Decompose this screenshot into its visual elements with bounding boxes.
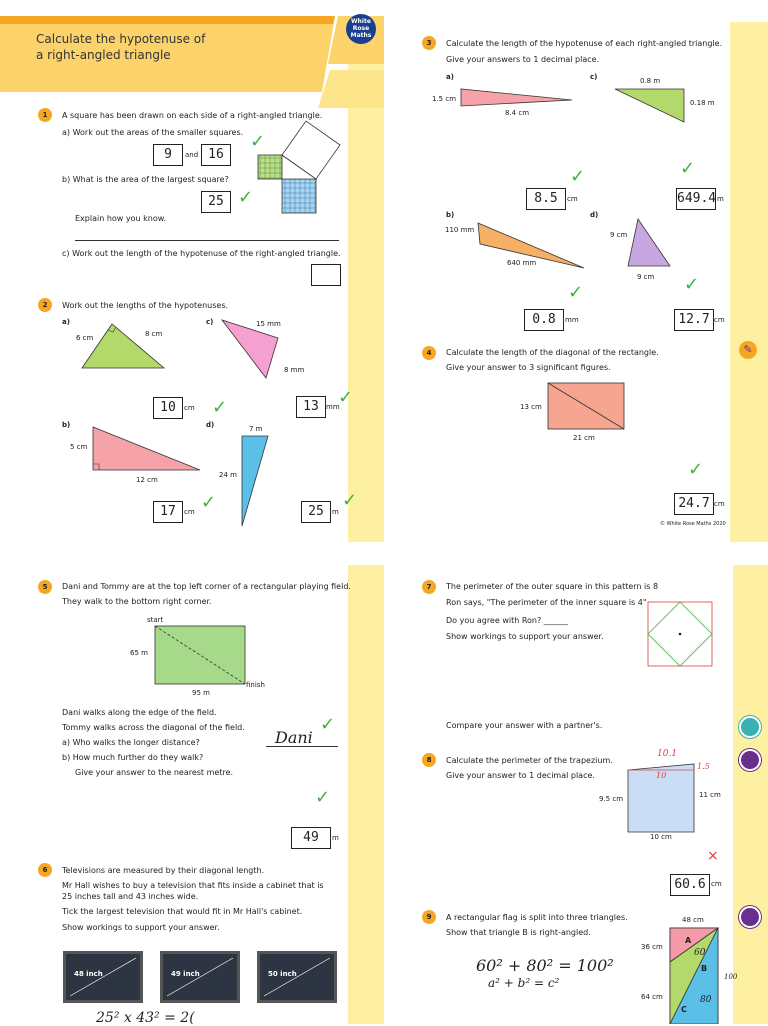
page-title — [36, 31, 205, 63]
q1a-answer-box-2[interactable]: 16 — [201, 144, 231, 166]
q2d-side2: 24 m — [219, 471, 237, 479]
q2b-label: b) — [62, 421, 71, 429]
q3c-answer-box[interactable]: 649.4 — [676, 188, 716, 210]
q9-flag — [668, 926, 720, 1024]
q8-text2: Give your answer to 1 decimal place. — [446, 771, 595, 780]
q3a-label: a) — [446, 73, 454, 81]
q2b-side1: 5 cm — [70, 443, 88, 451]
yellow-band-top-right — [730, 22, 768, 542]
q4-side2: 21 cm — [573, 434, 595, 442]
q7-text5: Compare your answer with a partner's. — [446, 721, 603, 730]
page-title-line1: Calculate the hypotenuse of — [36, 32, 206, 46]
question-number-4: 4 — [422, 346, 436, 360]
copyright: © White Rose Maths 2020 — [660, 521, 726, 527]
q8-answer-box[interactable]: 60.6 — [670, 874, 710, 896]
q3d-side1: 9 cm — [610, 231, 628, 239]
q3c-triangle — [612, 86, 690, 126]
q3a-side1: 1.5 cm — [432, 95, 457, 103]
tick-q3c: ✓ — [680, 158, 696, 179]
q6-text1: Televisions are measured by their diagonal length. — [62, 866, 265, 875]
q3c-side1: 0.8 m — [640, 77, 661, 85]
q3b-side2: 640 mm — [507, 259, 537, 267]
q4-text1: Calculate the length of the diagonal of the rectangle. — [446, 348, 659, 357]
q9-annotation-100: 100 — [724, 973, 738, 981]
question-number-1: 1 — [38, 108, 52, 122]
q5b-text2: Give your answer to the nearest metre. — [75, 768, 234, 777]
q6-text5: Show workings to support your answer. — [62, 923, 220, 932]
header-banner — [0, 14, 384, 114]
question-number-9: 9 — [422, 910, 436, 924]
q9-text2: Show that triangle B is right-angled. — [446, 928, 591, 937]
tick-q2b: ✓ — [201, 492, 217, 513]
q2c-answer-box[interactable]: 13 — [296, 396, 326, 418]
q3-text1: Calculate the length of the hypotenuse of each right-angled triangle. — [446, 39, 723, 48]
q5b-text: b) How much further do they walk? — [62, 753, 204, 762]
tv-49-inch[interactable] — [160, 951, 240, 1003]
question-number-5: 5 — [38, 580, 52, 594]
question-number-3: 3 — [422, 36, 436, 50]
q7-text3: Do you agree with Ron? ______ — [446, 616, 568, 625]
q3a-triangle — [458, 86, 576, 110]
q3b-unit: mm — [565, 316, 579, 324]
q8-annotation-1-5: 1.5 — [697, 762, 710, 771]
q6-text3: 25 inches tall and 43 inches wide. — [62, 892, 199, 901]
tv-50-inch[interactable] — [257, 951, 337, 1003]
q8-side-right: 11 cm — [699, 791, 721, 799]
q1c-text: c) Work out the length of the hypotenuse of the right-angled triangle. — [62, 249, 341, 258]
q1-text: A square has been drawn on each side of a right-angled triangle. — [62, 111, 323, 120]
q2a-answer-box[interactable]: 10 — [153, 397, 183, 419]
q7-text1: The perimeter of the outer square in this pattern is 8 — [446, 582, 659, 591]
q4-answer-box[interactable]: 24.7 — [674, 493, 714, 515]
tick-q3b: ✓ — [568, 282, 584, 303]
logo-line3: Maths — [350, 32, 372, 39]
logo-line2: Rose — [352, 25, 370, 32]
q3b-label: b) — [446, 211, 455, 219]
q2c-side1: 15 mm — [256, 320, 281, 328]
tick-q1a: ✓ — [250, 131, 266, 152]
q7-text2: Ron says, "The perimeter of the inner square is 4" — [446, 598, 647, 607]
q2d-unit: m — [332, 508, 339, 516]
q6-text4: Tick the largest television that would fit in Mr Hall's cabinet. — [62, 907, 303, 916]
tv-50-diagonal — [260, 954, 334, 1000]
q3a-answer-box[interactable]: 8.5 — [526, 188, 566, 210]
q7-text4: Show workings to support your answer. — [446, 632, 604, 641]
q9-working-line1: 60² + 80² = 100² — [476, 956, 614, 975]
q2b-side2: 12 cm — [136, 476, 158, 484]
page-title-line2: a right-angled triangle — [36, 48, 171, 62]
q2b-answer-box[interactable]: 17 — [153, 501, 183, 523]
q2a-side2: 8 cm — [145, 330, 163, 338]
q3c-label: c) — [590, 73, 598, 81]
question-number-8: 8 — [422, 753, 436, 767]
q2c-label: c) — [206, 318, 214, 326]
q9-label-A: A — [685, 936, 692, 945]
q8-side-left: 9.5 cm — [599, 795, 624, 803]
q3c-side2: 0.18 m — [690, 99, 715, 107]
q9-side-top: 48 cm — [682, 916, 704, 924]
thought-bubble-purple-icon-2 — [739, 906, 761, 928]
q3b-side1: 110 mm — [445, 226, 475, 234]
logo-line1: White — [351, 18, 371, 25]
yellow-band-bottom-left — [348, 565, 384, 1024]
q5-line1: Dani walks along the edge of the field. — [62, 708, 217, 717]
q9-working-line2: a² + b² = c² — [488, 976, 560, 990]
q2b-unit: cm — [184, 508, 195, 516]
q5-line2: Tommy walks across the diagonal of the field. — [62, 723, 245, 732]
tick-q1b: ✓ — [238, 187, 254, 208]
q8-unit: cm — [711, 880, 722, 888]
q1b-answer-box[interactable]: 25 — [201, 191, 231, 213]
tick-q4: ✓ — [688, 459, 704, 480]
q2d-triangle — [238, 432, 272, 530]
tv-48-diagonal — [66, 954, 140, 1000]
q9-label-C: C — [681, 1005, 687, 1014]
q3-text2: Give your answers to 1 decimal place. — [446, 55, 600, 64]
q4-unit: cm — [714, 500, 725, 508]
q8-red-cross: × — [707, 848, 719, 864]
q9-annotation-60: 60 — [694, 948, 706, 958]
q2d-side1: 7 m — [249, 425, 263, 433]
question-number-2: 2 — [38, 298, 52, 312]
q2a-label: a) — [62, 318, 70, 326]
q5-text1: Dani and Tommy are at the top left corner of a rectangular playing field. — [62, 582, 351, 591]
q1-explain-text: Explain how you know. — [75, 214, 167, 223]
q2-text: Work out the lengths of the hypotenuses. — [62, 301, 229, 310]
q5b-unit: m — [332, 834, 339, 842]
q7-square-pattern — [645, 599, 715, 669]
q1c-answer-box[interactable] — [311, 264, 341, 286]
q2b-triangle — [90, 424, 204, 476]
q2a-triangle — [78, 320, 174, 374]
speech-bubble-teal-icon — [739, 716, 761, 738]
q9-label-B: B — [701, 964, 708, 973]
q5-text2: They walk to the bottom right corner. — [62, 597, 212, 606]
tick-q2a: ✓ — [212, 397, 228, 418]
q9-text1: A rectangular flag is split into three triangles. — [446, 913, 628, 922]
q1-explain-line — [75, 240, 339, 241]
q2c-unit: mm — [326, 403, 340, 411]
q5-field-rectangle — [153, 624, 247, 686]
q3d-answer-box[interactable]: 12.7 — [674, 309, 714, 331]
q3b-answer-box[interactable]: 0.8 — [524, 309, 564, 331]
tick-q2d: ✓ — [342, 490, 358, 511]
question-number-7: 7 — [422, 580, 436, 594]
q3d-side2: 9 cm — [637, 273, 655, 281]
q3d-label: d) — [590, 211, 599, 219]
q5-finish-label: finish — [246, 681, 265, 689]
q2c-side2: 8 mm — [284, 366, 305, 374]
q5-start-label: start — [147, 616, 164, 624]
q3a-unit: cm — [567, 195, 578, 203]
q9-side-left2: 64 cm — [641, 993, 663, 1001]
q8-text1: Calculate the perimeter of the trapezium. — [446, 756, 613, 765]
tick-q3d: ✓ — [684, 274, 700, 295]
q8-annotation-10: 10 — [656, 771, 667, 780]
tv-49-label: 49 inch — [171, 970, 200, 978]
q5b-answer-box[interactable]: 49 — [291, 827, 331, 849]
thought-bubble-purple-icon — [739, 749, 761, 771]
q4-text2: Give your answer to 3 significant figures. — [446, 363, 611, 372]
tick-q2c: ✓ — [338, 387, 354, 408]
q9-side-left1: 36 cm — [641, 943, 663, 951]
q4-side1: 13 cm — [520, 403, 542, 411]
q3d-triangle — [624, 216, 674, 274]
tv-50-label: 50 inch — [268, 970, 297, 978]
q2d-label: d) — [206, 421, 215, 429]
yellow-band-bottom-right — [733, 565, 768, 1024]
q6-text2: Mr Hall wishes to buy a television that fits inside a cabinet that is — [62, 881, 324, 890]
q3d-unit: cm — [714, 316, 725, 324]
q2a-unit: cm — [184, 404, 195, 412]
tv-48-inch[interactable] — [63, 951, 143, 1003]
q5a-answer-line — [266, 746, 338, 747]
q1a-and: and — [185, 151, 199, 159]
q4-rectangle — [545, 380, 627, 432]
question-number-6: 6 — [38, 863, 52, 877]
q1a-answer-box-1[interactable]: 9 — [153, 144, 183, 166]
q8-annotation-10-1: 10.1 — [657, 749, 678, 759]
white-rose-logo — [346, 14, 376, 44]
tv-49-diagonal — [163, 954, 237, 1000]
tick-q5a: ✓ — [320, 714, 336, 735]
q3c-unit: m — [717, 195, 724, 203]
tick-q3a: ✓ — [570, 166, 586, 187]
q9-annotation-80: 80 — [700, 995, 712, 1005]
q2d-answer-box[interactable]: 25 — [301, 501, 331, 523]
q6-handwritten-working: 25² x 43² = 2( — [96, 1010, 195, 1026]
q5-side1: 65 m — [130, 649, 148, 657]
pencil-icon: ✎ — [739, 341, 757, 359]
q3a-side2: 8.4 cm — [505, 109, 530, 117]
q5a-text: a) Who walks the longer distance? — [62, 738, 200, 747]
q5-side2: 95 m — [192, 689, 210, 697]
tv-48-label: 48 inch — [74, 970, 103, 978]
q1b-text: b) What is the area of the largest square? — [62, 175, 229, 184]
q1-squares-diagram — [255, 118, 345, 218]
q1a-text: a) Work out the areas of the smaller squares. — [62, 128, 244, 137]
q8-side-bottom: 10 cm — [650, 833, 672, 841]
yellow-band-top-left — [348, 50, 384, 542]
tick-q5b: ✓ — [315, 787, 331, 808]
q2a-side1: 6 cm — [76, 334, 94, 342]
q5a-handwritten-answer: Dani — [275, 728, 313, 747]
